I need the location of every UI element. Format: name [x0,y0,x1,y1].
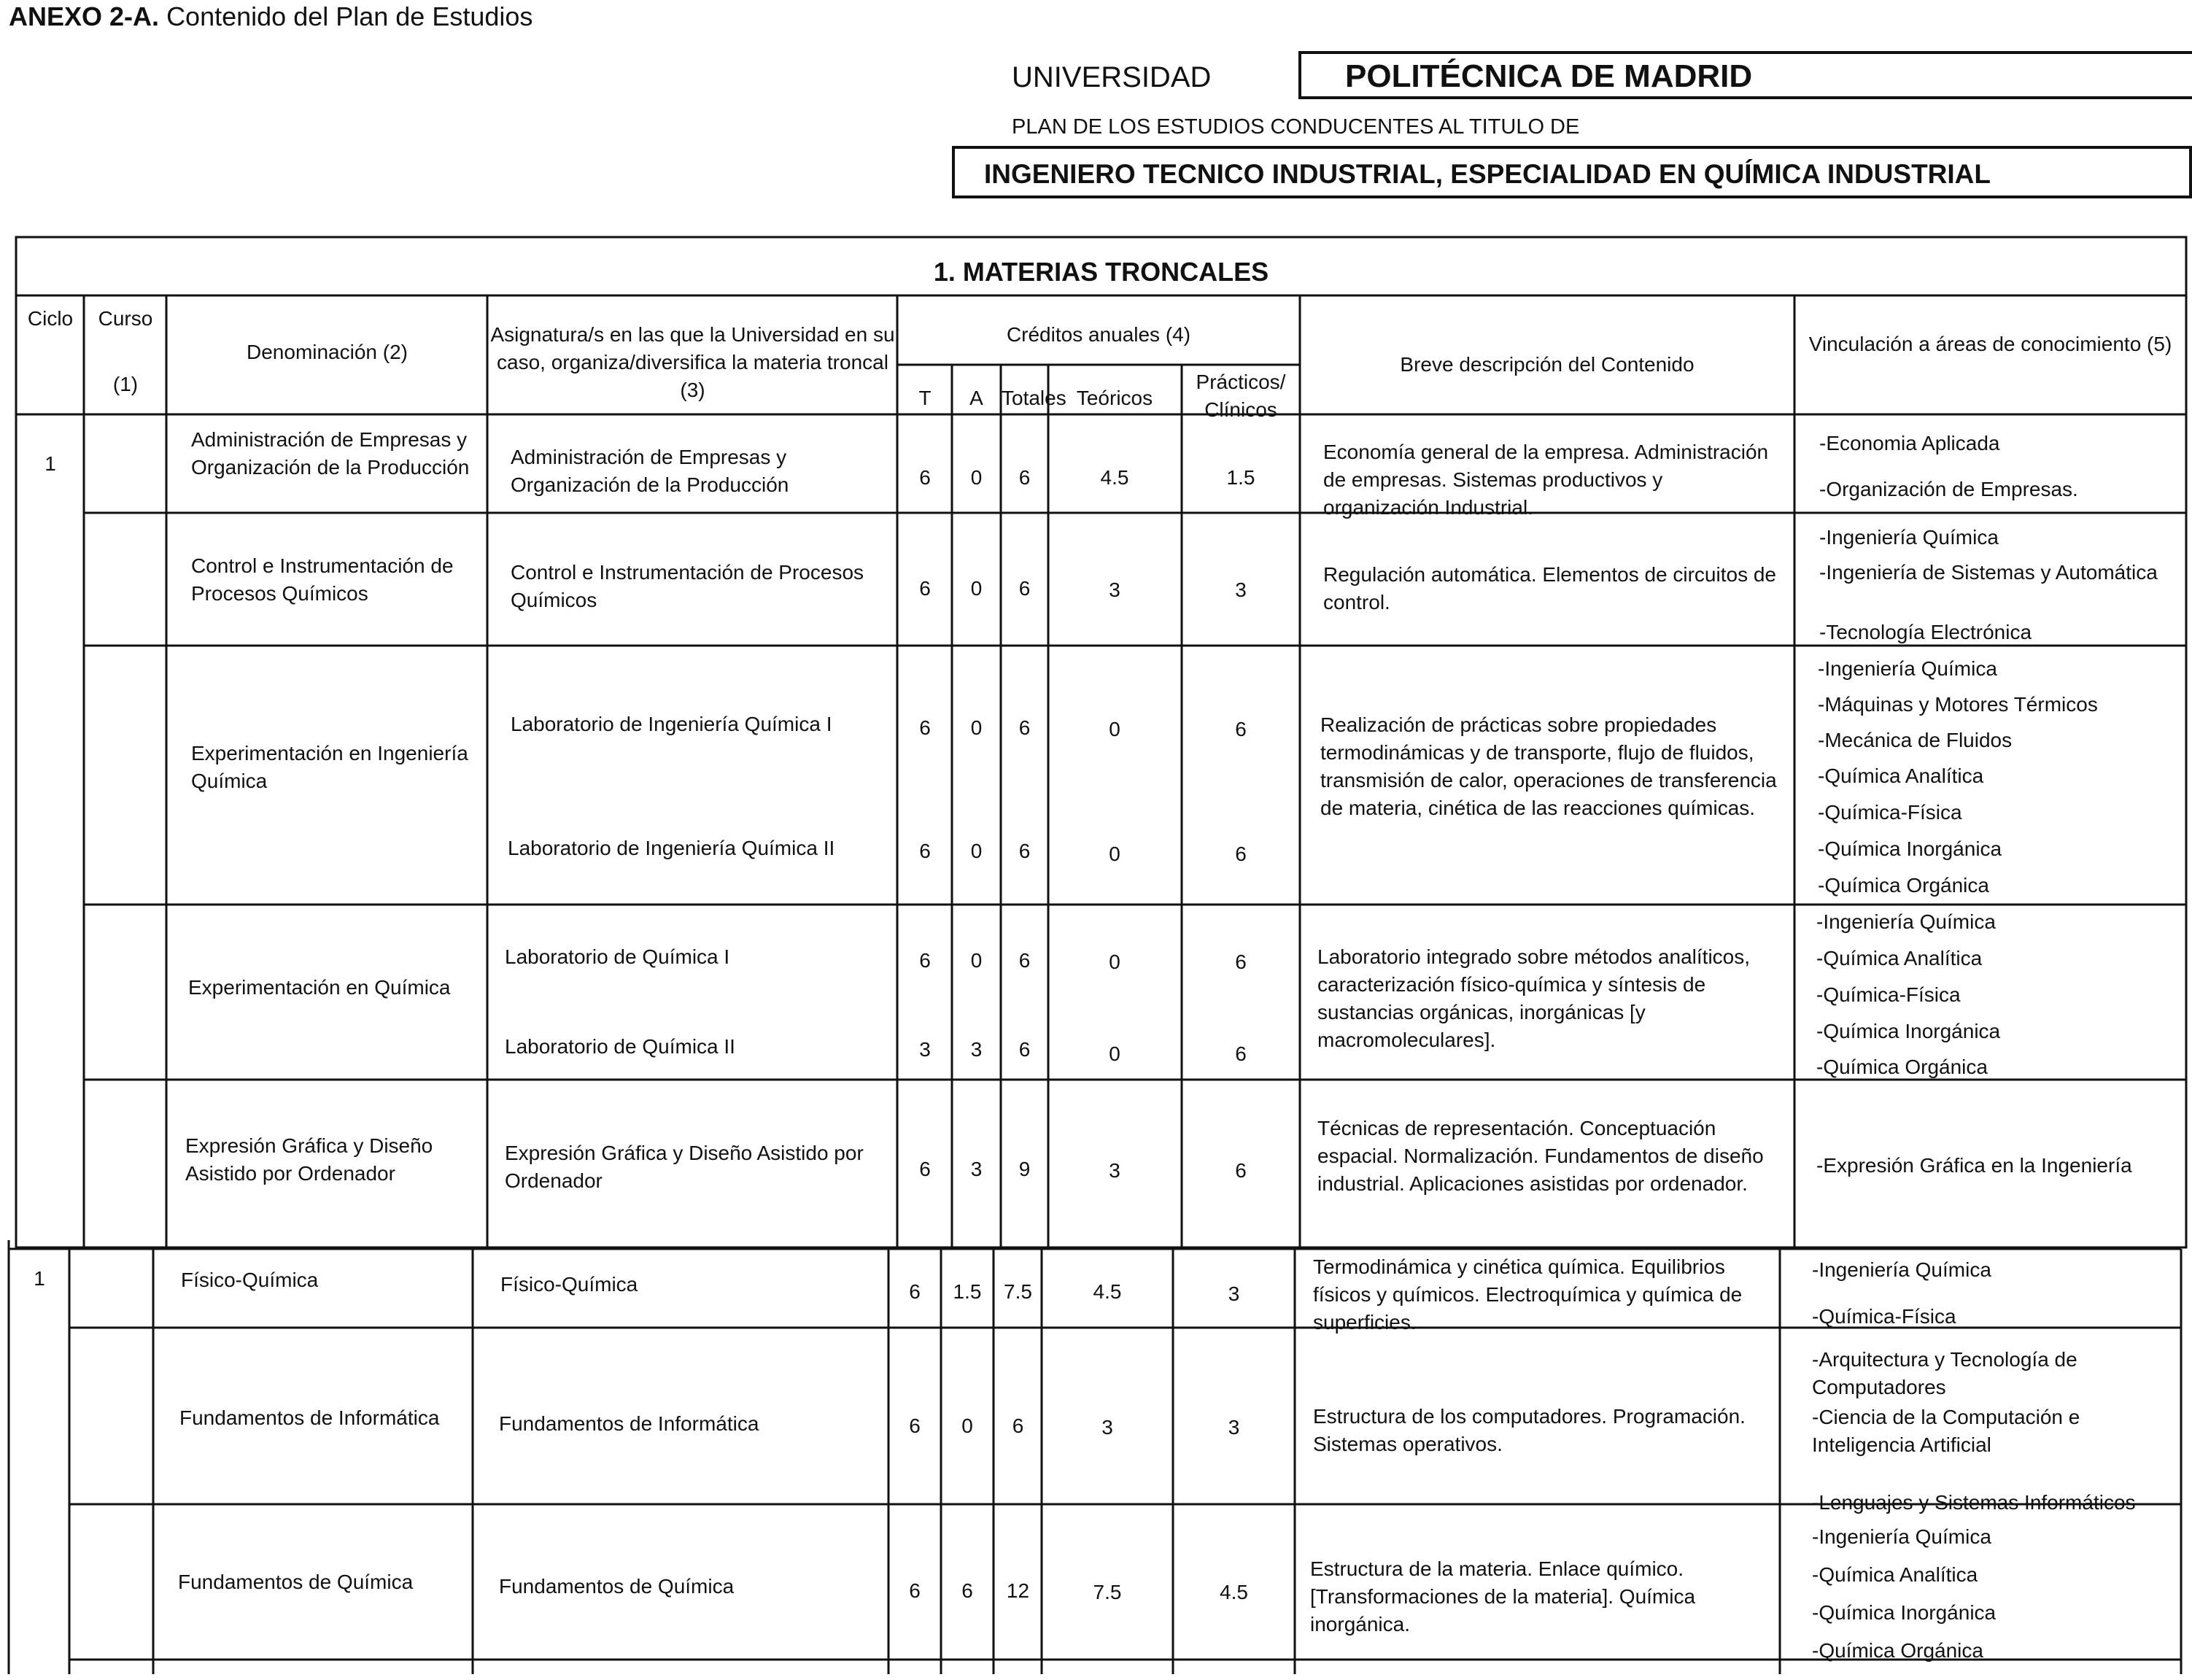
credit-totales: 6 [1012,1414,1024,1437]
area-item: -Química Orgánica [1816,1056,1988,1078]
header-vinculacion: Vinculación a áreas de conocimiento (5) [1808,333,2172,355]
credit-a: 0 [970,949,983,972]
credit-totales: 7.5 [1004,1280,1032,1303]
credit-a: 1.5 [953,1280,982,1303]
credit-practicos: 4.5 [1220,1581,1248,1603]
subject-name: Control e Instrumentación de Procesos Químicos [511,561,864,611]
row-descripcion: Estructura de los computadores. Programación. Sistemas operativos. [1313,1405,1746,1455]
row-denominacion: Fundamentos de Química [178,1571,414,1593]
row-denominacion: Administración de Empresas y Organización de la Producción [191,428,470,479]
area-item: -Química-Física [1818,801,1962,824]
credit-t: 6 [919,577,931,600]
subject-name: Administración de Empresas y Organización de la Producción [511,446,789,496]
credit-practicos: 3 [1228,1282,1240,1305]
area-item: -Química Orgánica [1812,1639,1983,1662]
area-item: -Química Analítica [1818,764,1984,787]
area-item: -Economia Aplicada [1819,432,2000,454]
row-ciclo: 1 [44,452,56,475]
credit-teoricos: 0 [1109,843,1120,865]
credit-t: 6 [919,716,931,739]
credit-practicos: 6 [1235,1042,1247,1065]
header-descripcion: Breve descripción del Contenido [1400,353,1695,376]
credit-practicos: 3 [1235,578,1247,601]
credit-practicos: 6 [1235,843,1247,865]
area-item: -Química Inorgánica [1812,1601,1997,1624]
credit-a: 0 [970,840,983,862]
credit-a: 0 [961,1414,973,1437]
subject-name: Físico-Química [500,1273,638,1296]
credit-a: 3 [970,1158,983,1180]
credit-totales: 6 [1018,1038,1031,1061]
area-item: -Química Inorgánica [1816,1020,2001,1042]
area-item: -Ingeniería Química [1816,910,1996,933]
header-teoricos: Teóricos [1076,387,1153,409]
row-denominacion: Control e Instrumentación de Procesos Químicos [191,554,454,605]
plan-label: PLAN DE LOS ESTUDIOS CONDUCENTES AL TITULO DE [1012,115,1580,139]
credit-t: 6 [919,840,931,862]
credit-practicos: 6 [1235,1159,1247,1182]
area-item: -Química Analítica [1816,947,1983,969]
row-denominacion: Físico-Química [181,1269,319,1291]
credit-t: 6 [919,466,931,489]
credit-t: 3 [919,1038,931,1061]
row-descripcion: Economía general de la empresa. Administración de empresas. Sistemas productivos y organización Industrial. [1323,441,1769,519]
subject-name: Fundamentos de Informática [499,1412,759,1435]
credit-a: 0 [970,716,983,739]
row-denominacion: Fundamentos de Informática [179,1406,440,1429]
subject-name: Laboratorio de Química I [505,945,730,968]
subject-name: Laboratorio de Ingeniería Química I [511,713,832,735]
row-descripcion: Laboratorio integrado sobre métodos analíticos, caracterización físico-química y síntesis de sustancias orgánicas, inorgánicas [y macromoleculares]. [1317,945,1751,1051]
credit-teoricos: 0 [1109,951,1120,973]
row-denominacion: Experimentación en Química [188,976,451,999]
credit-teoricos: 3 [1109,1159,1120,1182]
subject-name: Expresión Gráfica y Diseño Asistido por Ordenador [505,1142,864,1192]
row-descripcion: Regulación automática. Elementos de circuitos de control. [1323,563,1777,613]
credit-a: 0 [970,466,983,489]
credit-totales: 6 [1018,716,1031,739]
area-item: -Ciencia de la Computación e Inteligencia Artificial [1812,1406,2080,1456]
header-ciclo: Ciclo [27,307,74,330]
credit-totales: 6 [1018,949,1031,972]
header-asignaturas: Asignatura/s en las que la Universidad en su caso, organiza/diversifica la materia troncal (3) [490,323,895,401]
credit-totales: 6 [1018,840,1031,862]
header-curso: Curso [98,307,153,330]
area-item: -Ingeniería Química [1812,1258,1991,1281]
area-item: -Ingeniería de Sistemas y Automática [1819,561,2158,584]
credit-t: 6 [909,1579,921,1602]
header-t: T [918,387,932,409]
credit-a: 0 [970,577,983,600]
area-item: -Ingeniería Química [1818,657,1997,680]
area-item: -Arquitectura y Tecnología de Computadores [1812,1348,2077,1398]
credit-practicos: 3 [1228,1416,1240,1439]
credit-a: 6 [961,1579,973,1602]
area-item: -Química Inorgánica [1818,837,2002,860]
credit-practicos: 6 [1235,718,1247,740]
subject-name: Laboratorio de Ingeniería Química II [508,837,835,859]
header-a: A [969,387,983,409]
area-item: -Química-Física [1816,983,1961,1006]
area-item: -Química Orgánica [1818,874,1989,897]
university-name: POLITÉCNICA DE MADRID [1345,58,1753,94]
university-label: UNIVERSIDAD [1012,61,1212,93]
row-denominacion: Experimentación en Ingeniería Química [191,742,468,792]
area-item: -Expresión Gráfica en la Ingeniería [1816,1154,2132,1177]
credit-t: 6 [909,1280,921,1303]
credit-a: 3 [970,1038,983,1061]
credit-teoricos: 7.5 [1093,1581,1122,1603]
area-item: -Tecnología Electrónica [1819,621,2032,643]
credit-teoricos: 3 [1101,1416,1113,1439]
area-item: -Lenguajes y Sistemas Informáticos [1812,1491,2136,1514]
credit-t: 6 [919,1158,931,1180]
header-denominacion: Denominación (2) [247,341,408,363]
area-item: -Ingeniería Química [1812,1525,1991,1548]
header-creditos: Créditos anuales (4) [1006,323,1191,346]
subject-name: Laboratorio de Química II [505,1035,735,1058]
credit-practicos: 6 [1235,951,1247,973]
annex-label: ANEXO 2-A. [9,1,160,31]
annex-text: Contenido del Plan de Estudios [166,1,533,31]
area-item: -Ingeniería Química [1819,526,1999,549]
credit-teoricos: 4.5 [1100,466,1129,489]
header-totales: Totales [1002,387,1066,409]
subject-name: Fundamentos de Química [499,1575,735,1598]
degree-name: INGENIERO TECNICO INDUSTRIAL, ESPECIALIDAD EN QUÍMICA INDUSTRIAL [984,159,1991,189]
row-descripcion: Termodinámica y cinética química. Equilibrios físicos y químicos. Electroquímica y química de superficies. [1313,1255,1743,1333]
credit-teoricos: 0 [1109,718,1120,740]
area-item: -Química Analítica [1812,1563,1978,1586]
credit-t: 6 [919,949,931,972]
credit-teoricos: 3 [1109,578,1120,601]
credit-totales: 6 [1018,577,1031,600]
row-descripcion: Estructura de la materia. Enlace químico. [Transformaciones de la materia]. Química inorgánica. [1310,1557,1696,1636]
section-title: 1. MATERIAS TRONCALES [933,257,1269,287]
credit-teoricos: 0 [1109,1042,1120,1065]
credit-totales: 9 [1018,1158,1031,1180]
header-practicos: Prácticos/ Clínicos [1196,371,1286,421]
credit-t: 6 [909,1414,921,1437]
area-item: -Mecánica de Fluidos [1818,729,2013,751]
credit-teoricos: 4.5 [1093,1280,1122,1303]
area-item: -Organización de Empresas. [1819,478,2078,500]
row-descripcion: Técnicas de representación. Conceptuación espacial. Normalización. Fundamentos de diseño industrial. Aplicaciones asistidas por ordenador. [1317,1117,1764,1195]
area-item: -Máquinas y Motores Térmicos [1818,693,2098,716]
header-curso-note: (1) [112,373,139,395]
area-item: -Química-Física [1812,1305,1956,1328]
credit-totales: 12 [1006,1579,1030,1602]
row-descripcion: Realización de prácticas sobre propiedades termodinámicas y de transporte, flujo de fluidos, transmisión de calor, operaciones de transferencia de materia, cinética de las reacciones químicas. [1320,713,1777,819]
row-denominacion: Expresión Gráfica y Diseño Asistido por Ordenador [185,1134,433,1185]
credit-totales: 6 [1018,466,1031,489]
row-ciclo: 1 [34,1267,45,1290]
credit-practicos: 1.5 [1226,466,1255,489]
